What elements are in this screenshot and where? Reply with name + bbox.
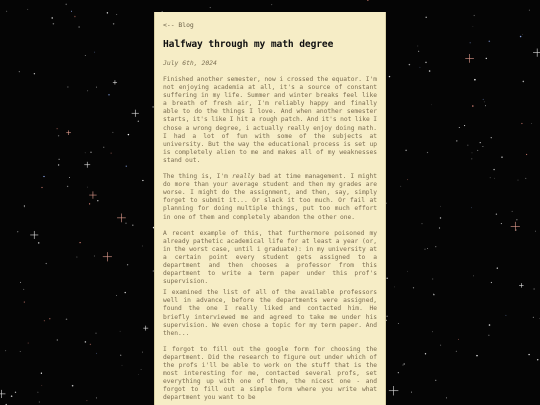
star-dot [66, 319, 68, 321]
star-dot [57, 339, 58, 340]
star-dot [404, 363, 405, 364]
star-dot [112, 132, 113, 133]
star-dot [72, 385, 74, 387]
star-dot [427, 152, 428, 153]
star-dot [96, 87, 97, 88]
star-dot [86, 400, 87, 401]
star-dot [433, 294, 434, 295]
star-dot [20, 351, 21, 352]
star-dot [456, 351, 457, 352]
star-dot [79, 242, 80, 243]
star-dot [20, 282, 21, 283]
star-dot [17, 231, 18, 232]
star-dot [89, 203, 90, 204]
star-dot [468, 145, 469, 146]
star-dot [425, 353, 426, 354]
star-dot [403, 365, 404, 366]
star-dot [90, 152, 91, 153]
paragraph-2-emphasis: really [232, 173, 255, 181]
back-to-blog-link[interactable]: <-- Blog [163, 21, 194, 29]
star-dot [501, 156, 503, 158]
star-dot [386, 316, 387, 317]
star-dot [473, 276, 474, 277]
star-dot [51, 17, 52, 18]
star-dot [440, 206, 441, 207]
star-dot [386, 277, 388, 279]
star-dot [496, 214, 497, 215]
star-sparkle [0, 390, 5, 398]
star-dot [69, 177, 70, 178]
star-sparkle [89, 191, 96, 198]
star-dot [34, 73, 35, 74]
star-dot [425, 17, 426, 18]
star-dot [127, 264, 128, 265]
star-dot [440, 217, 441, 218]
star-sparkle [465, 54, 474, 63]
star-dot [113, 23, 114, 24]
star-dot [477, 150, 478, 151]
star-dot [95, 333, 96, 334]
star-dot [85, 152, 86, 153]
star-dot [405, 150, 406, 151]
star-dot [67, 86, 68, 87]
star-dot [494, 178, 495, 179]
star-dot [497, 267, 498, 268]
star-dot [41, 187, 42, 188]
star-dot [401, 186, 402, 187]
star-dot [141, 369, 142, 370]
star-sparkle [511, 222, 520, 231]
star-dot [474, 79, 476, 81]
star-dot [446, 397, 447, 398]
star-dot [425, 62, 427, 64]
star-dot [59, 159, 60, 160]
star-dot [41, 373, 42, 374]
star-dot [476, 355, 478, 357]
star-dot [490, 177, 491, 178]
star-dot [409, 64, 410, 65]
post-paragraph-1: Finished another semester, now i crossed the equator. I'm not enjoying academia at all, it's a source of constant suffering in my life. Summer and winter breaks feel like a breath of fresh air, I'm reliably happy and finally able to do the things I love. And when another semester starts, it's like I hit a rough patch. And it's not like I chose a wrong degree, i actually really enjoy doing math. I had a lot of fun with some of the subjects at university. But the way the educational process is set up is completely alien to me and makes all of my weaknesses stand out. [163, 76, 377, 164]
star-dot [431, 104, 432, 105]
star-sparkle [519, 283, 524, 288]
post-paragraph-2 [163, 173, 377, 222]
star-dot [23, 289, 24, 290]
star-dot [138, 121, 139, 122]
star-dot [535, 231, 536, 232]
star-dot [456, 140, 457, 141]
star-dot [65, 4, 66, 5]
star-dot [38, 242, 40, 244]
star-dot [367, 0, 368, 1]
post-paragraph-5: I forgot to fill out the google form for choosing the department. Did the research to figure out under which of the profs i'll be able to work on the stuff that is the most interesting for me, contacted several profs, set everything up with one of them, the nicest one - and forgot to fill out a simple form where you write what department you want to be [163, 345, 377, 402]
star-dot [523, 81, 525, 83]
star-dot [90, 344, 91, 345]
star-dot [533, 288, 534, 289]
star-dot [525, 178, 526, 179]
star-dot [528, 354, 529, 355]
star-dot [419, 67, 420, 68]
star-dot [120, 355, 121, 356]
star-dot [473, 26, 474, 27]
star-dot [271, 4, 272, 5]
star-dot [483, 99, 484, 100]
star-dot [389, 76, 390, 77]
star-dot [394, 287, 395, 288]
blog-post-page [154, 12, 386, 405]
star-dot [471, 207, 472, 208]
star-dot [96, 397, 97, 398]
star-dot [132, 224, 133, 225]
star-dot [521, 123, 522, 124]
star-sparkle [30, 231, 38, 239]
star-dot [142, 246, 143, 247]
post-paragraph-3: A recent example of this, that furthermore poisoned my already pathetic academical life for at least a year (or, in the worst case, until i graduate): in my university at a certain point every student gets assigned to a department and then chooses a professor from this department to write a term paper under this prof's supervision. [163, 229, 377, 286]
post-paragraph-4: I examined the list of all of the available professors well in advance, before the departments were assigned, found the one I really liked and contacted him. He briefly interviewed me and agreed to take me under his supervision. We even chose a topic for my term paper. And then... [163, 289, 377, 337]
star-dot [116, 14, 117, 15]
star-dot [41, 385, 42, 386]
star-dot [125, 292, 126, 293]
star-sparkle [103, 252, 112, 261]
star-dot [11, 395, 13, 397]
star-dot [480, 142, 481, 143]
star-dot [108, 94, 110, 96]
star-dot [501, 223, 502, 224]
star-dot [126, 165, 127, 166]
star-dot [6, 11, 7, 12]
star-dot [76, 257, 77, 258]
star-dot [128, 134, 129, 135]
star-dot [407, 271, 408, 272]
star-dot [482, 146, 483, 147]
star-dot [57, 128, 58, 129]
star-dot [440, 345, 441, 346]
star-dot [459, 127, 460, 128]
star-dot [58, 135, 59, 136]
star-dot [435, 380, 436, 381]
star-dot [427, 248, 428, 249]
star-sparkle [132, 110, 139, 117]
star-dot [44, 320, 45, 321]
star-dot [407, 179, 408, 180]
star-dot [474, 15, 475, 16]
star-dot [96, 353, 97, 354]
star-dot [518, 180, 519, 181]
post-date: July 6th, 2024 [163, 59, 217, 67]
star-dot [24, 205, 25, 206]
star-dot [484, 102, 485, 103]
star-dot [485, 105, 486, 106]
star-dot [28, 343, 29, 344]
star-dot [411, 392, 412, 393]
star-dot [210, 7, 211, 8]
star-dot [5, 350, 6, 351]
star-dot [71, 11, 72, 12]
star-dot [516, 229, 517, 230]
star-sparkle [143, 326, 148, 331]
star-dot [94, 256, 95, 257]
star-dot [489, 41, 491, 43]
star-dot [116, 295, 117, 296]
star-dot [439, 227, 440, 228]
star-dot [79, 26, 80, 27]
star-dot [505, 315, 506, 316]
star-sparkle [113, 80, 117, 84]
star-dot [432, 331, 433, 332]
post-title: Halfway through my math degree [163, 39, 334, 50]
star-dot [522, 34, 523, 35]
star-dot [138, 374, 139, 375]
paragraph-2-text-end: bad at time management. I might do more than your average student and then my grades are worse. I might do the assignment, and then, say, simply forget to submit it... Or slack it too much. Or fail at planning for doing multiple things, put too much effort in one of them and completely abandon the other one. [163, 173, 377, 221]
star-dot [418, 51, 419, 52]
star-dot [533, 317, 534, 318]
star-dot [27, 9, 28, 10]
star-dot [526, 154, 527, 155]
star-dot [87, 187, 88, 188]
star-dot [58, 164, 59, 165]
star-dot [422, 223, 423, 224]
star-sparkle [117, 213, 126, 222]
star-dot [107, 12, 108, 13]
star-dot [471, 158, 472, 159]
star-dot [122, 365, 123, 366]
star-dot [85, 341, 87, 343]
star-dot [46, 263, 47, 264]
star-sparkle [533, 48, 540, 56]
star-dot [531, 123, 532, 124]
star-dot [398, 372, 399, 373]
star-dot [432, 278, 433, 279]
star-dot [39, 401, 40, 402]
star-dot [125, 223, 126, 224]
star-dot [103, 147, 104, 148]
star-dot [87, 90, 88, 91]
star-sparkle [66, 130, 71, 135]
star-dot [94, 52, 95, 53]
star-sparkle [389, 386, 399, 396]
star-dot [516, 219, 517, 220]
star-dot [142, 180, 143, 181]
star-dot [413, 287, 414, 288]
star-sparkle [84, 162, 90, 168]
star-dot [49, 318, 50, 319]
star-dot [512, 211, 513, 212]
star-dot [111, 153, 112, 154]
paragraph-2-text-start: The thing is, I'm [163, 173, 233, 181]
star-dot [19, 71, 20, 72]
star-dot [85, 55, 86, 56]
star-dot [120, 331, 121, 332]
star-dot [417, 46, 418, 47]
star-dot [470, 42, 471, 43]
star-dot [142, 352, 143, 353]
star-dot [435, 246, 436, 247]
star-dot [53, 23, 55, 25]
star-dot [520, 36, 522, 38]
star-dot [493, 169, 494, 170]
star-dot [472, 153, 473, 154]
star-dot [537, 359, 538, 360]
star-dot [398, 323, 399, 324]
star-dot [37, 392, 38, 393]
star-dot [464, 125, 465, 126]
star-dot [43, 176, 44, 177]
star-dot [24, 207, 25, 208]
star-dot [458, 339, 459, 340]
star-dot [491, 282, 492, 283]
star-dot [429, 70, 431, 72]
star-dot [491, 137, 492, 138]
star-dot [97, 200, 98, 201]
star-dot [24, 302, 25, 303]
star-dot [529, 10, 530, 11]
star-dot [488, 335, 489, 336]
star-dot [74, 16, 76, 18]
star-dot [67, 186, 68, 187]
star-dot [425, 249, 426, 250]
star-dot [472, 105, 474, 107]
star-dot [489, 324, 491, 326]
star-dot [15, 392, 16, 393]
star-dot [486, 58, 487, 59]
